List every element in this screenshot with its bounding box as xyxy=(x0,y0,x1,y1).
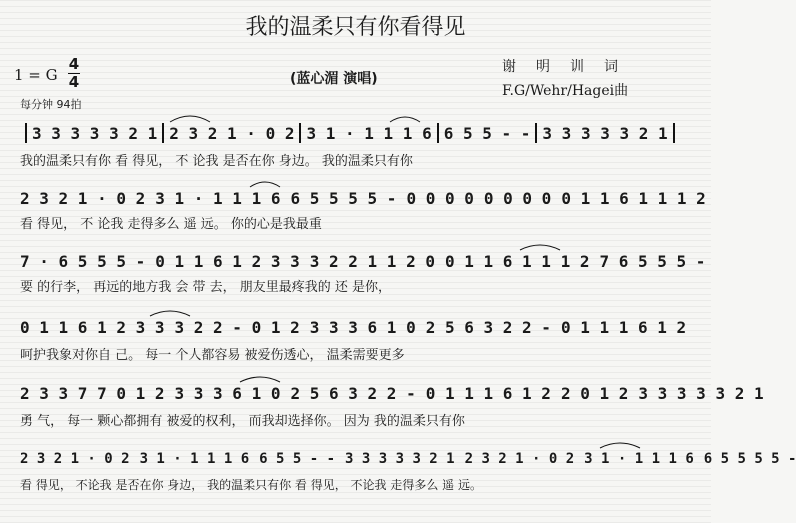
lyricist-credit: 谢明训词 xyxy=(502,59,638,75)
slur-arc xyxy=(390,117,420,122)
measure: 3 3 3 3 3 2 1 xyxy=(638,383,764,403)
measure: 3 3 3 3 3 2 1 xyxy=(542,123,668,143)
measure: 2 3 2 1 · 0 2 xyxy=(464,451,575,467)
measure: 0 1 1 1 6 1 2 xyxy=(560,317,687,337)
measure: 2 3 3 7 7 0 1 2 xyxy=(20,383,165,403)
measure: 0 1 1 1 6 1 2 xyxy=(425,383,551,403)
measure: 3 2 2 - 0 1 2 xyxy=(174,317,300,337)
measure: 3 1 · 1 1 1 6 xyxy=(306,123,432,143)
score-row-4-lyrics: 呵护我象对你自 己。 每一 个人都容易 被爱伤透心， 温柔需要更多 xyxy=(20,348,405,363)
measure: 0 1 1 6 1 1 1 2 xyxy=(444,251,590,271)
measure: 0 1 1 6 1 1 1 2 xyxy=(561,188,706,208)
measure: 2 3 2 1 · 0 2 xyxy=(169,123,295,143)
measure: 0 1 1 6 1 2 3 3 xyxy=(155,251,300,271)
slur-arc xyxy=(240,377,280,382)
slur-arc xyxy=(250,182,280,187)
measure: 2 5 6 3 2 2 - xyxy=(290,383,416,403)
measure: 2 3 2 1 · 0 2 xyxy=(20,188,146,208)
measure: 3 1 · 1 1 1 6 xyxy=(155,188,281,208)
slur-arc xyxy=(150,311,190,316)
slur-arc xyxy=(600,443,640,448)
measure: 3 3 3 3 3 2 1 xyxy=(32,123,158,143)
measure: 7 · 6 5 5 5 - xyxy=(20,251,146,271)
measure: 2 5 6 3 2 2 - xyxy=(425,317,551,337)
score-row-6-lyrics: 看 得见， 不论我 是否在你 身边， 我的温柔只有你 看 得见， 不论我 走得多么 遥 远。 xyxy=(20,478,482,492)
measure: 6 5 5 5 5 - xyxy=(703,451,796,467)
measure: 3 1 · 1 1 1 6 xyxy=(584,451,694,467)
measure: 3 3 3 6 1 0 xyxy=(174,383,281,403)
measure: 0 1 1 6 1 2 3 3 xyxy=(20,317,165,337)
measure: 7 6 5 5 5 - xyxy=(599,251,706,271)
composer-credit: F.G/Wehr/Hagei曲 xyxy=(502,83,629,99)
slur-arc xyxy=(170,116,210,122)
score-row-1-lyrics: 我的温柔只有你 看 得见， 不 论我 是否在你 身边。 我的温柔只有你 xyxy=(20,154,413,169)
measure: 0 0 0 0 xyxy=(483,188,552,208)
score-row-2-lyrics: 看 得见， 不 论我 走得多么 遥 远。 你的心是我最重 xyxy=(20,217,322,232)
score-row-3-lyrics: 要 的行李， 再远的地方我 会 带 去， 朋友里最疼我的 还 是你， xyxy=(20,280,392,295)
measure: 3 1 · 1 1 1 6 xyxy=(139,451,250,467)
key-signature: 1 = G xyxy=(14,66,58,84)
measure: 6 5 5 5 5 - xyxy=(290,188,397,208)
measure: 6 5 5 - - xyxy=(443,123,531,143)
song-title: 我的温柔只有你看得见 xyxy=(245,15,466,40)
measure: 6 5 5 - - xyxy=(259,451,336,467)
tempo-marking: 每分钟 94拍 xyxy=(20,98,82,111)
measure: 3 3 3 6 1 0 xyxy=(309,317,416,337)
slur-arc xyxy=(520,245,560,250)
measure: 0 0 0 0 xyxy=(406,188,474,208)
performer-credit: (蓝心湄 演唱) xyxy=(290,71,378,87)
measure: 2 0 1 2 xyxy=(560,383,629,403)
measure: 3 3 3 3 3 2 1 xyxy=(345,451,455,467)
measure: 3 2 2 1 1 2 0 xyxy=(309,251,435,271)
score-row-5-lyrics: 勇 气， 每一 颗心都拥有 被爱的权利， 而我却选择你。 因为 我的温柔只有你 xyxy=(20,414,465,429)
time-signature-bottom: 4 xyxy=(68,73,80,91)
measure: 2 3 2 1 · 0 2 xyxy=(20,451,130,467)
time-signature-top: 4 xyxy=(68,55,80,73)
